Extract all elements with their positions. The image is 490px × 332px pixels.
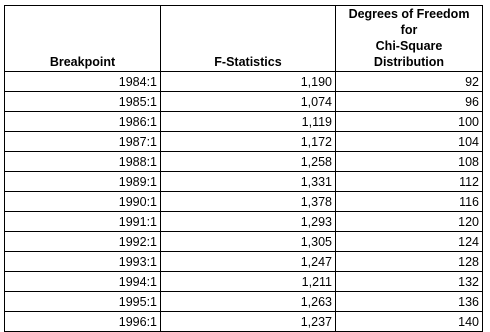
cell-f-statistic: 1,190 xyxy=(161,72,336,92)
cell-degrees-of-freedom: 120 xyxy=(336,212,483,232)
cell-f-statistic: 1,247 xyxy=(161,252,336,272)
header-row xyxy=(5,6,483,72)
table-row xyxy=(5,132,483,152)
cell-degrees-of-freedom: 92 xyxy=(336,72,483,92)
cell-degrees-of-freedom: 128 xyxy=(336,252,483,272)
breakpoint-table xyxy=(4,5,483,332)
cell-f-statistic: 1,237 xyxy=(161,312,336,332)
cell-f-statistic: 1,119 xyxy=(161,112,336,132)
cell-degrees-of-freedom: 108 xyxy=(336,152,483,172)
table-row xyxy=(5,112,483,132)
cell-degrees-of-freedom: 140 xyxy=(336,312,483,332)
table-row xyxy=(5,152,483,172)
table-row xyxy=(5,272,483,292)
cell-degrees-of-freedom: 96 xyxy=(336,92,483,112)
cell-degrees-of-freedom: 104 xyxy=(336,132,483,152)
cell-f-statistic: 1,293 xyxy=(161,212,336,232)
cell-breakpoint: 1994:1 xyxy=(5,272,161,292)
cell-f-statistic: 1,305 xyxy=(161,232,336,252)
cell-breakpoint: 1986:1 xyxy=(5,112,161,132)
table-body xyxy=(5,72,483,332)
cell-breakpoint: 1993:1 xyxy=(5,252,161,272)
header-breakpoint: Breakpoint xyxy=(5,6,161,72)
cell-f-statistic: 1,172 xyxy=(161,132,336,152)
cell-breakpoint: 1987:1 xyxy=(5,132,161,152)
header-dof-line1: Degrees of Freedom for xyxy=(348,7,470,37)
header-degrees-of-freedom xyxy=(336,6,483,72)
cell-degrees-of-freedom: 116 xyxy=(336,192,483,212)
cell-degrees-of-freedom: 124 xyxy=(336,232,483,252)
cell-f-statistic: 1,263 xyxy=(161,292,336,312)
table-row xyxy=(5,312,483,332)
cell-degrees-of-freedom: 100 xyxy=(336,112,483,132)
cell-f-statistic: 1,331 xyxy=(161,172,336,192)
cell-breakpoint: 1990:1 xyxy=(5,192,161,212)
table-row xyxy=(5,172,483,192)
cell-breakpoint: 1995:1 xyxy=(5,292,161,312)
breakpoint-table-container xyxy=(4,5,483,332)
table-row xyxy=(5,192,483,212)
cell-breakpoint: 1984:1 xyxy=(5,72,161,92)
header-f-statistics: F-Statistics xyxy=(161,6,336,72)
cell-degrees-of-freedom: 132 xyxy=(336,272,483,292)
cell-f-statistic: 1,258 xyxy=(161,152,336,172)
cell-degrees-of-freedom: 136 xyxy=(336,292,483,312)
cell-breakpoint: 1996:1 xyxy=(5,312,161,332)
table-row xyxy=(5,292,483,312)
cell-f-statistic: 1,074 xyxy=(161,92,336,112)
table-row xyxy=(5,252,483,272)
cell-breakpoint: 1985:1 xyxy=(5,92,161,112)
cell-breakpoint: 1989:1 xyxy=(5,172,161,192)
table-row xyxy=(5,92,483,112)
cell-f-statistic: 1,378 xyxy=(161,192,336,212)
table-row xyxy=(5,72,483,92)
cell-f-statistic: 1,211 xyxy=(161,272,336,292)
cell-breakpoint: 1992:1 xyxy=(5,232,161,252)
table-row xyxy=(5,232,483,252)
header-dof-line2: Chi-Square Distribution xyxy=(373,39,445,69)
cell-breakpoint: 1988:1 xyxy=(5,152,161,172)
cell-degrees-of-freedom: 112 xyxy=(336,172,483,192)
cell-breakpoint: 1991:1 xyxy=(5,212,161,232)
table-row xyxy=(5,212,483,232)
